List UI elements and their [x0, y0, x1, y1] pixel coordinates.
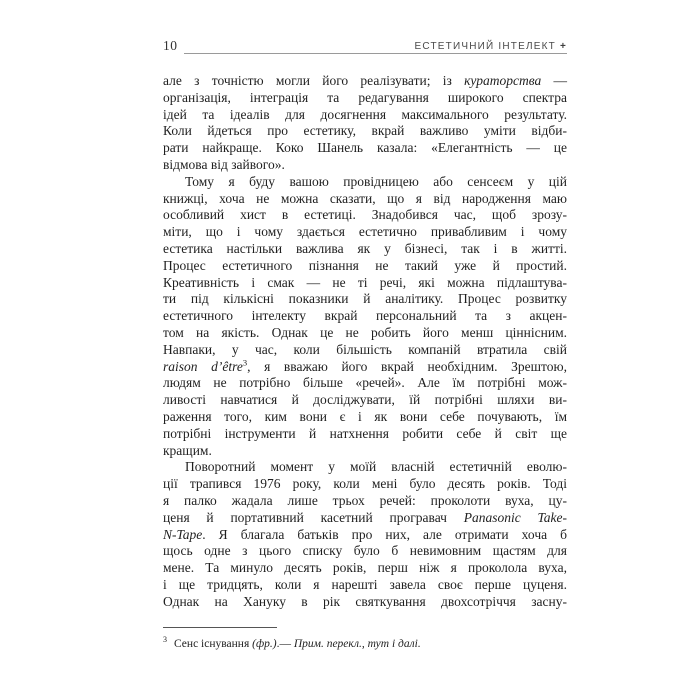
text-segment: . Я благала батьків про них, але отримати хоча б: [202, 526, 567, 542]
text-segment: Однак на Хануку в рік святкування двохсотріччя засну-: [163, 593, 567, 609]
text-segment: ти під кількісні показники й аналітику. Процес розвитку: [163, 291, 567, 307]
text-line: [163, 191, 567, 208]
text-line: [163, 476, 567, 493]
text-segment: ценя й портативний касетний програвач: [163, 509, 464, 525]
text-segment: .—: [276, 637, 294, 650]
text-segment: мене. Та минуло десять років, перш ніж я проколола вуха,: [163, 560, 567, 576]
text-segment: raison d’être: [163, 358, 243, 374]
text-line: [163, 342, 567, 359]
text-segment: естетика настільки важлива як у бізнесі, так і в житті.: [163, 240, 567, 256]
text-segment: Panasonic Take-: [463, 509, 567, 525]
text-line: [163, 224, 567, 241]
text-line: [163, 527, 567, 544]
text-segment: —: [541, 73, 568, 88]
text-segment: Тому я буду вашою провідницею або сенсеєм у цій: [185, 173, 567, 189]
running-head: [415, 41, 567, 52]
text-segment: , я вважаю його вкрай необхідним. Зрештою,: [247, 358, 567, 374]
text-segment: але з точністю могли його реалізувати; із: [163, 73, 465, 88]
text-line: [163, 107, 567, 124]
footnote: [163, 632, 567, 652]
text-line: [163, 543, 567, 560]
text-line: [163, 140, 567, 157]
text-line: [163, 375, 567, 392]
text-segment: Коли йдеться про естетику, вкрай важливо уміти відби-: [163, 123, 567, 139]
text-line: [163, 308, 567, 325]
text-segment: Поворотний момент у моїй власній естетичній еволю-: [185, 459, 567, 475]
text-line: [163, 275, 567, 292]
footnote-text: [174, 638, 421, 650]
text-segment: організація, інтеграція та редагування широкого спектра: [163, 89, 567, 105]
text-line: [163, 90, 567, 107]
header-rule: [184, 53, 567, 54]
text-segment: ідей та ідеалів для досягнення максимального результату.: [163, 106, 567, 122]
text-line: [163, 510, 567, 527]
text-line: [163, 207, 567, 224]
text-segment: ливості навчатися й досліджувати, їй потрібні шляхи ви-: [163, 392, 567, 408]
text-segment: N-Tape: [163, 526, 203, 542]
text-segment: щось одне з цього списку було б невимовним щастям для: [163, 543, 567, 559]
text-line: [163, 258, 567, 275]
text-segment: раження того, ким вони є і як вони себе почувають, їм: [163, 408, 567, 424]
text-segment: Креативність і смак — не ті речі, які можна підлаштува-: [163, 274, 567, 290]
text-segment: відмова від зайвого».: [163, 156, 285, 172]
text-line: [163, 560, 567, 577]
text-segment: (фр.): [252, 637, 277, 650]
text-line: [163, 325, 567, 342]
text-line: [163, 241, 567, 258]
running-head-ornament-icon: +: [559, 41, 567, 52]
text-segment: 3: [242, 357, 248, 368]
text-segment: Навпаки, у час, коли більшість компаній втратила свій: [163, 341, 567, 357]
text-line: [163, 73, 567, 90]
text-segment: Сенс існування: [174, 637, 253, 650]
text-line: [163, 577, 567, 594]
text-segment: Прим. перекл., тут і далі.: [293, 637, 421, 650]
text-segment: книжці, хоча не можна сказати, що я від народження маю: [163, 190, 567, 206]
text-line: [163, 459, 567, 476]
text-line: [163, 426, 567, 443]
text-segment: і ще тридцять, коли я нарешті завела своє перше цуценя.: [163, 576, 567, 592]
text-line: [163, 123, 567, 140]
text-segment: я палко жадала лише трьох речей: проколоти вуха, цу-: [163, 492, 567, 508]
text-segment: людям не потрібно більше «речей». Але їм потрібні мож-: [163, 375, 567, 391]
text-segment: естетичного інтелекту вкрай персональний та з акцен-: [163, 308, 567, 324]
footnote-marker: 3: [163, 635, 167, 644]
text-segment: кращим.: [163, 442, 212, 458]
text-line: [163, 443, 567, 460]
running-head-title: ЕСТЕТИЧНИЙ ІНТЕЛЕКТ: [414, 41, 556, 52]
text-line: [163, 359, 567, 376]
text-segment: потрібні інструменти й натхнення робити себе й світ ще: [163, 425, 567, 441]
footnote-separator: [163, 627, 277, 628]
text-segment: том на якість. Однак це не робить його менш ціннісним.: [163, 324, 567, 340]
text-segment: рати найкраще. Коко Шанель казала: «Елегантність — це: [163, 140, 567, 156]
text-line: [163, 291, 567, 308]
page-number: 10: [163, 38, 178, 53]
text-line: [163, 594, 567, 611]
text-segment: Процес естетичного пізнання не такий уже й простий.: [163, 257, 567, 273]
text-segment: ції трапився 1976 року, коли мені було десять років. Тоді: [163, 476, 567, 492]
text-line: [163, 493, 567, 510]
body-text: [163, 73, 567, 611]
text-segment: особливий хист в естетиці. Знадобився час, щоб зрозу-: [163, 207, 567, 223]
text-segment: міти, що і чому здається естетично привабливим і чому: [163, 224, 567, 240]
text-line: [163, 392, 567, 409]
text-line: [163, 409, 567, 426]
text-segment: кураторства: [464, 73, 542, 88]
text-line: [163, 174, 567, 191]
text-line: [163, 157, 567, 174]
